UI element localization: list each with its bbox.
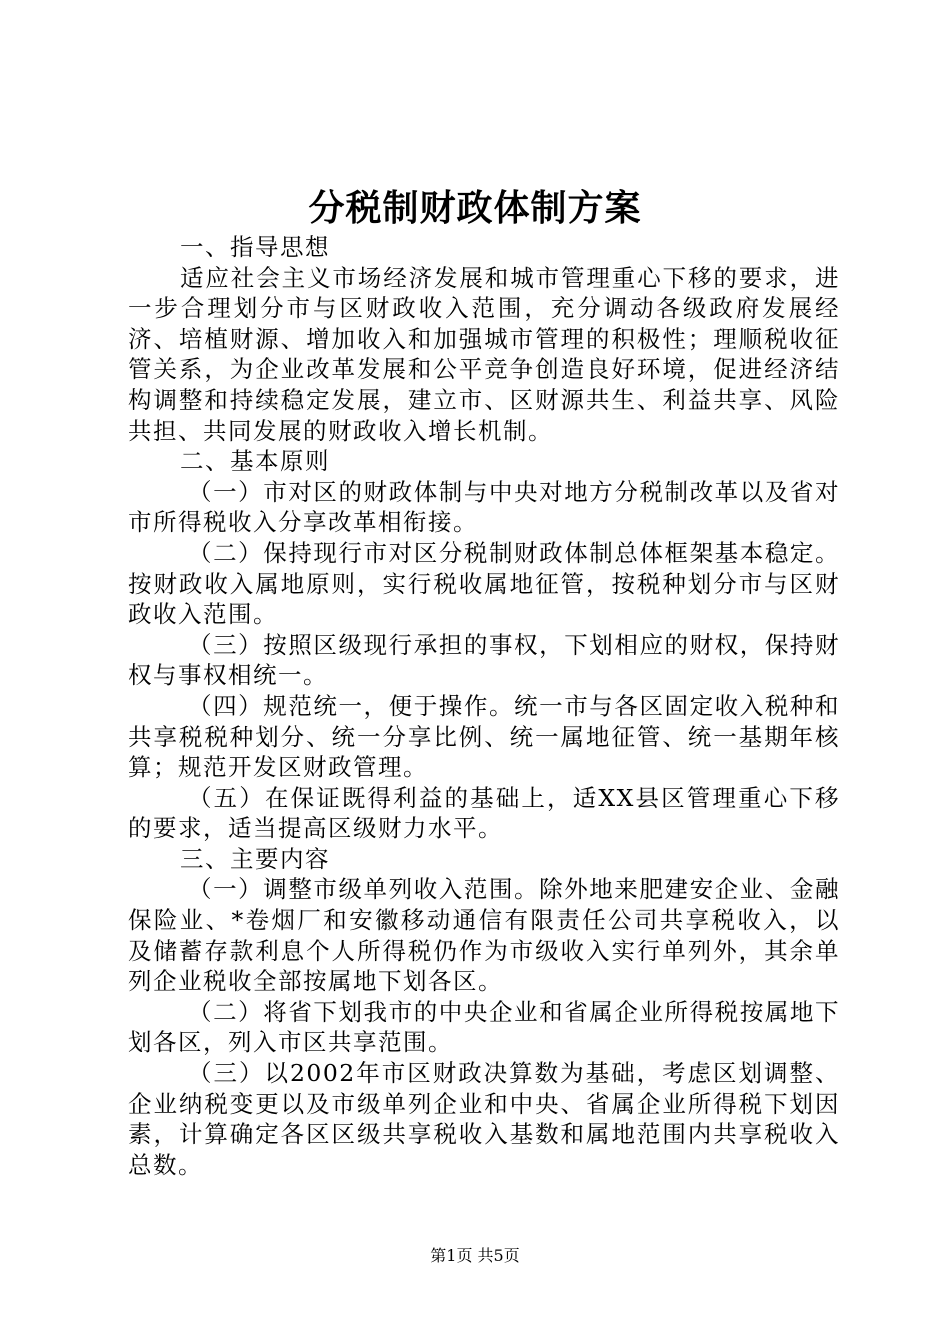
page-footer: 第1页 共5页 bbox=[430, 1246, 520, 1265]
section-heading: 二、基本原则 bbox=[180, 447, 330, 476]
section-heading: 三、主要内容 bbox=[180, 844, 330, 873]
paragraph: （一）市对区的财政体制与中央对地方分税制改革以及省对市所得税收入分享改革相衔接。 bbox=[128, 477, 840, 537]
paragraph: （五）在保证既得利益的基础上，适XX县区管理重心下移的要求，适当提高区级财力水平。 bbox=[128, 783, 840, 843]
document-body bbox=[128, 232, 840, 1180]
paragraph: （三）按照区级现行承担的事权，下划相应的财权，保持财权与事权相统一。 bbox=[128, 630, 840, 690]
document-title: 分税制财政体制方案 bbox=[308, 187, 642, 229]
paragraph: （三）以2002年市区财政决算数为基础，考虑区划调整、企业纳税变更以及市级单列企业和中央、省属企业所得税下划因素，计算确定各区区级共享税收入基数和属地范围内共享税收入总数。 bbox=[128, 1059, 840, 1179]
paragraph: （二）将省下划我市的中央企业和省属企业所得税按属地下划各区，列入市区共享范围。 bbox=[128, 997, 840, 1057]
paragraph: （一）调整市级单列收入范围。除外地来肥建安企业、金融保险业、*卷烟厂和安徽移动通信有限责任公司共享税收入，以及储蓄存款利息个人所得税仍作为市级收入实行单列外，其余单列企业税收全部按属地下划各区。 bbox=[128, 875, 840, 996]
paragraph: 适应社会主义市场经济发展和城市管理重心下移的要求，进一步合理划分市与区财政收入范围，充分调动各级政府发展经济、培植财源、增加收入和加强城市管理的积极性；理顺税收征管关系，为企业改革发展和公平竞争创造良好环境，促进经济结构调整和持续稳定发展，建立市、区财源共生、利益共享、风险共担、共同发展的财政收入增长机制。 bbox=[128, 263, 840, 445]
paragraph: （二）保持现行市对区分税制财政体制总体框架基本稳定。按财政收入属地原则，实行税收属地征管，按税种划分市与区财政收入范围。 bbox=[128, 538, 840, 629]
section-heading: 一、指导思想 bbox=[180, 233, 330, 261]
paragraph: （四）规范统一，便于操作。统一市与各区固定收入税种和共享税税种划分、统一分享比例、统一属地征管、统一基期年核算；规范开发区财政管理。 bbox=[128, 691, 840, 782]
